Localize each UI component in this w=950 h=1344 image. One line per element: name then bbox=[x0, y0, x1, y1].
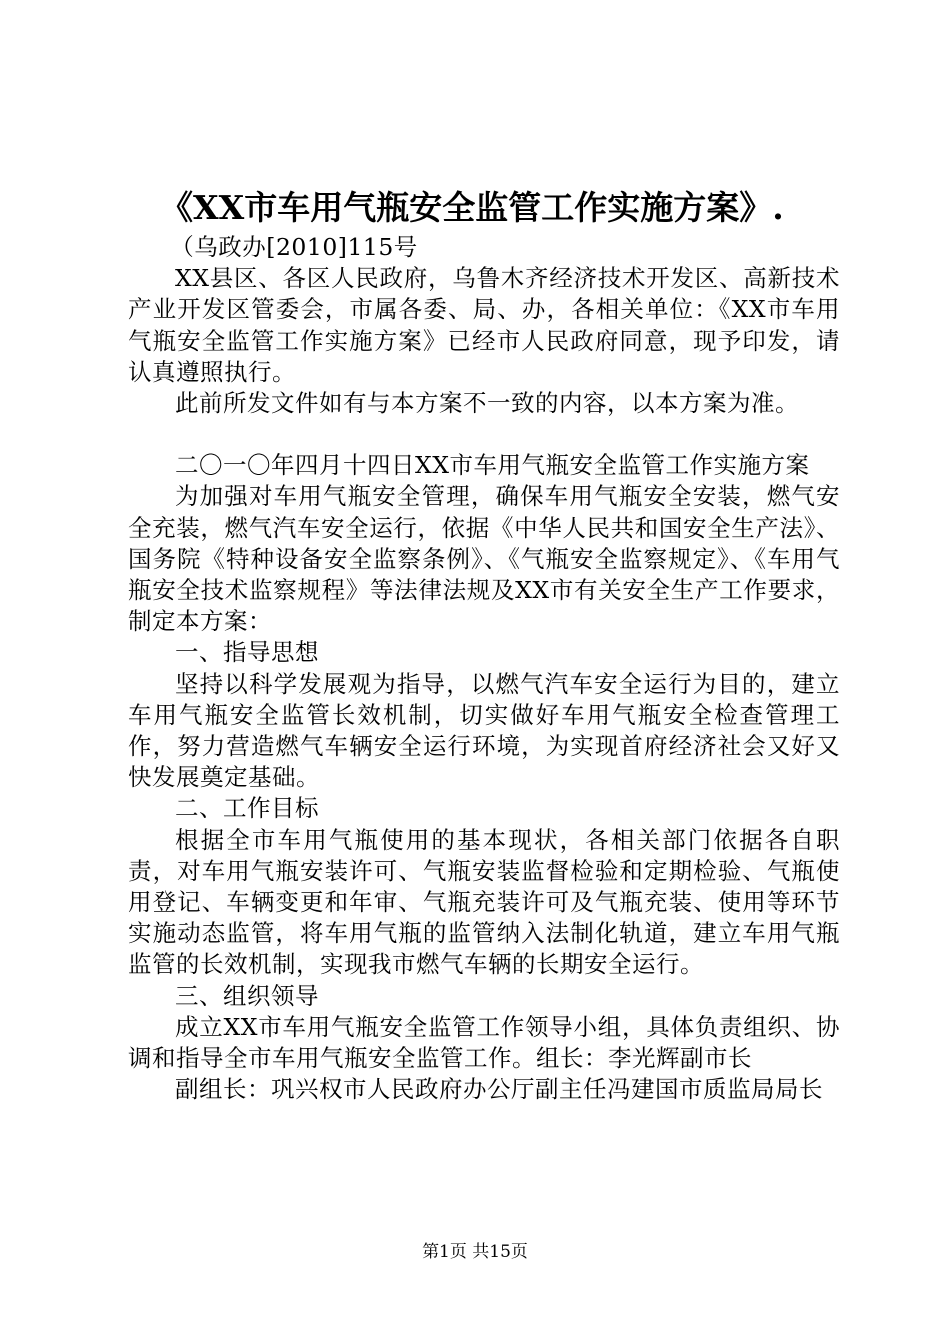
paragraph-deputy-leaders: 副组长：巩兴权市人民政府办公厅副主任冯建国市质监局局长 bbox=[175, 1075, 823, 1104]
paragraph-date-heading: 二〇一〇年四月十四日XX市车用气瓶安全监管工作实施方案 bbox=[175, 451, 810, 480]
paragraph-leading-group: 成立XX市车用气瓶安全监管工作领导小组，具体负责组织、协调和指导全市车用气瓶安全监管工作。组长：李光辉副市长 bbox=[128, 1012, 840, 1073]
section-heading-2: 二、工作目标 bbox=[175, 794, 319, 823]
document-body bbox=[128, 186, 840, 1105]
blank-line bbox=[128, 419, 840, 450]
paragraph-purpose: 为加强对车用气瓶安全管理，确保车用气瓶安全安装，燃气安全充装，燃气汽车安全运行，依据《中华人民共和国安全生产法》、国务院《特种设备安全监察条例》、《气瓶安全监察规定》、《车用气瓶安全技术监察规程》等法律法规及XX市有关安全生产工作要求，制定本方案： bbox=[128, 482, 840, 636]
page-footer: 第1页 共15页 bbox=[422, 1242, 528, 1262]
section-heading-1: 一、指导思想 bbox=[175, 638, 319, 667]
paragraph-work-goals: 根据全市车用气瓶使用的基本现状，各相关部门依据各自职责，对车用气瓶安装许可、气瓶安装监督检验和定期检验、气瓶使用登记、车辆变更和年审、气瓶充装许可及气瓶充装、使用等环节实施动态监管，将车用气瓶的监管纳入法制化轨道，建立车用气瓶监管的长效机制，实现我市燃气车辆的长期安全运行。 bbox=[128, 825, 840, 979]
document-ref-number: （乌政办[2010]115号 bbox=[170, 233, 418, 261]
paragraph-addressees: XX县区、各区人民政府，乌鲁木齐经济技术开发区、高新技术产业开发区管委会，市属各委、局、办，各相关单位：《XX市车用气瓶安全监管工作实施方案》已经市人民政府同意，现予印发，请认真遵照执行。 bbox=[128, 264, 840, 386]
paragraph-precedence: 此前所发文件如有与本方案不一致的内容，以本方案为准。 bbox=[175, 389, 799, 418]
document-title: 《XX市车用气瓶安全监管工作实施方案》. bbox=[160, 188, 784, 227]
section-heading-3: 三、组织领导 bbox=[175, 981, 319, 1010]
paragraph-guiding-ideology: 坚持以科学发展观为指导，以燃气汽车安全运行为目的，建立车用气瓶安全监管长效机制，切实做好车用气瓶安全检查管理工作，努力营造燃气车辆安全运行环境，为实现首府经济社会又好又快发展奠定基础。 bbox=[128, 669, 840, 792]
